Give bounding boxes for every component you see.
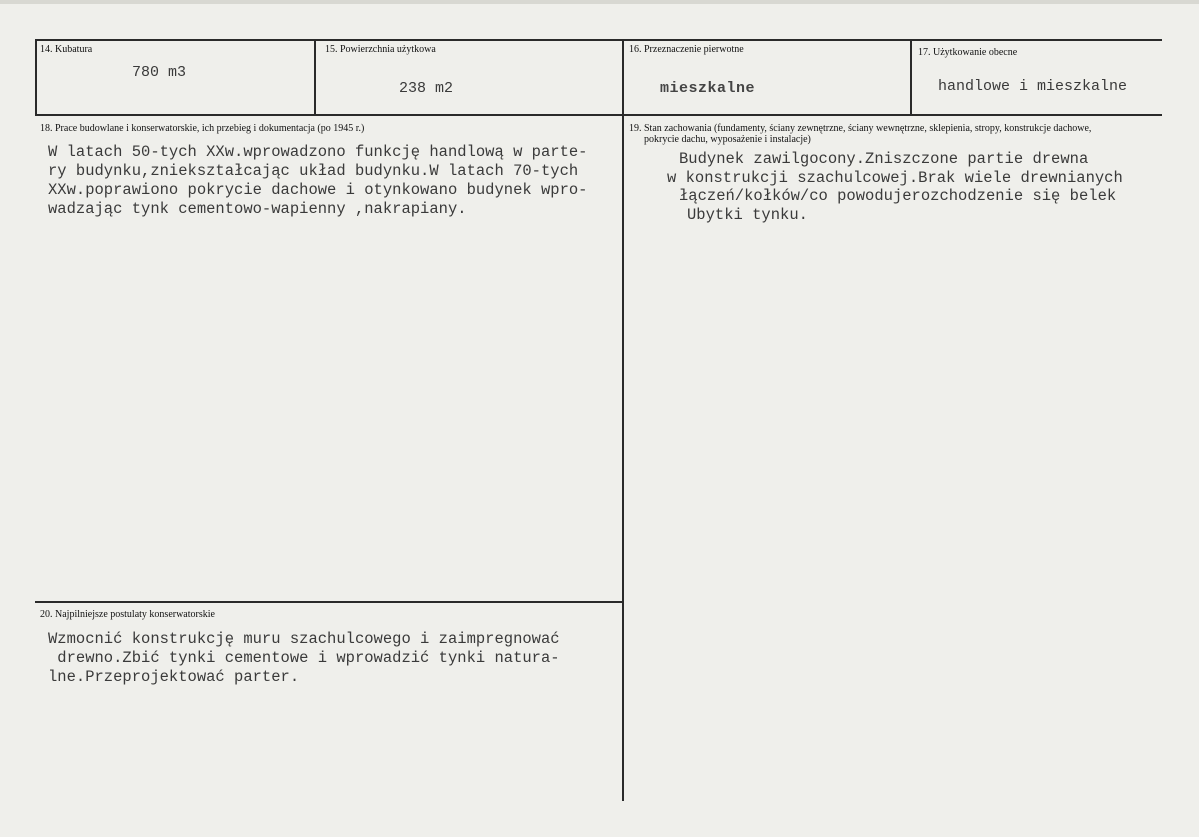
- left-border-line: [35, 39, 37, 116]
- field-19-label-line1: 19. Stan zachowania (fundamenty, ściany zewnętrzne, ściany wewnętrzne, sklepienia, stropy, konstrukcje dachowe,: [629, 123, 1092, 134]
- field-16-label: 16. Przeznaczenie pierwotne: [629, 44, 744, 55]
- field-18-label: 18. Prace budowlane i konserwatorskie, ich przebieg i dokumentacja (po 1945 r.): [40, 123, 365, 134]
- row1-bottom-line: [35, 114, 1162, 116]
- field-18-line: ry budynku,zniekształcając układ budynku.W latach 70-tych: [48, 162, 579, 180]
- field-19-label: [629, 123, 1091, 145]
- field-18-line: W latach 50-tych XXw.wprowadzono funkcję handlową w parte-: [48, 143, 588, 161]
- field-19-line: łączeń/kołków/co powodujerozchodzenie się belek: [679, 187, 1117, 205]
- field-20-label: 20. Najpilniejsze postulaty konserwatorskie: [40, 609, 215, 620]
- top-border-line: [35, 39, 1162, 41]
- divider-15-16: [622, 39, 624, 801]
- field-19-label-line2: pokrycie dachu, wyposażenie i instalacje): [644, 134, 811, 145]
- field-18-line: wadzając tynk cementowo-wapienny ,nakrapiany.: [48, 200, 467, 218]
- field-19-line: Budynek zawilgocony.Zniszczone partie drewna: [679, 150, 1089, 168]
- field-19-text: [667, 150, 1123, 224]
- field-15-value: 238 m2: [399, 80, 454, 97]
- field-18-line: XXw.poprawiono pokrycie dachowe i otynkowano budynek wpro-: [48, 181, 588, 199]
- field-15-label: 15. Powierzchnia użytkowa: [325, 44, 436, 55]
- field-17-value: handlowe i mieszkalne: [938, 78, 1128, 95]
- divider-14-15: [314, 39, 316, 116]
- field-16-value: mieszkalne: [660, 80, 756, 97]
- divider-18-20: [35, 601, 624, 603]
- field-14-label: 14. Kubatura: [40, 44, 93, 55]
- field-17-label: 17. Użytkowanie obecne: [918, 47, 1018, 58]
- field-19-line: w konstrukcji szachulcowej.Brak wiele drewnianych: [667, 168, 1123, 187]
- field-14-value: 780 m3: [132, 64, 187, 81]
- page-top-edge: [0, 0, 1199, 4]
- field-20-text: [48, 630, 560, 687]
- field-19-line: Ubytki tynku.: [687, 205, 808, 224]
- field-20-line: Wzmocnić konstrukcję muru szachulcowego i zaimpregnować: [48, 630, 560, 648]
- divider-16-17: [910, 39, 912, 116]
- field-20-line: lne.Przeprojektować parter.: [48, 668, 300, 686]
- field-20-line: drewno.Zbić tynki cementowe i wprowadzić tynki natura-: [48, 649, 560, 667]
- field-18-text: [48, 143, 588, 219]
